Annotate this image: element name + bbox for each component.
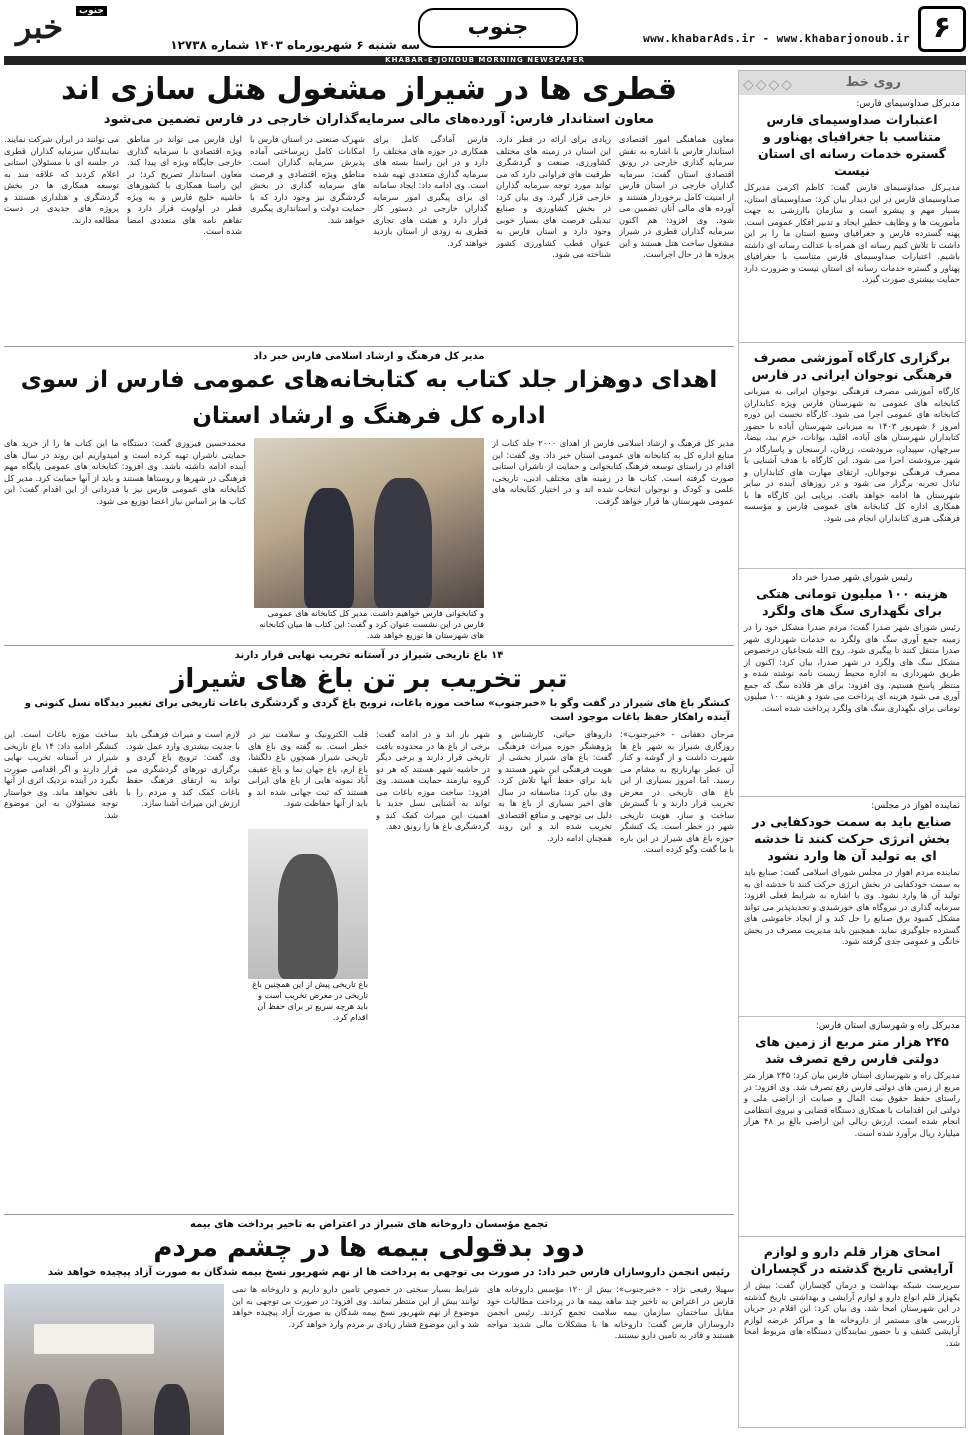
ceremony-photo: [254, 438, 484, 608]
article-column: شرایط بسیار سختی در خصوص تامین دارو داریم و داروخانه ها نمی توانند بیش از این منتظر بمانند. وی افزود: در صورت بی توجهی به این موضوع از نهم شهریور نسخ بیمه شدگان به صورت آزاد پیچیده خواهد شد و این موضوع فشار زیادی بر مردم وارد خواهد کرد.: [232, 1284, 479, 1329]
page-number: ۶: [918, 6, 966, 52]
sidebar-article: [739, 95, 965, 343]
article-title: صنایع باید به سمت خودکفایی در بخش انرژی حرکت کنند تا خدشه ای به تولید آن ها وارد نشود: [752, 814, 952, 863]
subheadline: معاون استاندار فارس: آورده‌های مالی سرمایه‌گذاران خارجی در فارس تضمین می‌شود: [103, 112, 654, 127]
portrait-photo: [248, 829, 368, 979]
headline: قطری ها در شیراز مشغول هتل سازی اند: [61, 72, 677, 107]
photo-caption: باغ تاریخی پیش از این همچنین باغ تاریخی در معرض تخریب است و باید هرچه سریع تر برای حفظ آن اقدام کرد.: [252, 979, 368, 1022]
article-body: نماینده مردم اهواز در مجلس شورای اسلامی گفت: صنایع باید به سمت خودکفایی در بخش انرژی حرکت کنند تا خدشه ای به تولید آن ها وارد نشود. وی با اشاره به شرایط فعلی افزود: سرمایه گذاری در نیروگاه های خورشیدی و تجدیدپذیر می تواند مشکل کمبود برق صنایع را حل کند و از ایجاد خاموشی های گسترده جلوگیری نماید. همچنین باید مدیریت مصرف در بخش خانگی و عمومی جدی گرفته شود.: [744, 867, 960, 946]
story-pharmacy-insurance: [4, 1219, 734, 1435]
article-column: لازم است و میراث فرهنگی باید با جدیت بیشتری وارد عمل شود. وی گفت: ترویج باغ گردی و برگزاری تورهای گردشگری می تواند به ارتقای فرهنگ حفظ باغات کمک کند و مردم را با ارزش این میراث آشنا سازد.: [126, 729, 240, 808]
section-title: جنوب: [418, 8, 578, 48]
logo-text: خبر: [16, 8, 64, 46]
sidebar-article: [739, 1017, 965, 1237]
article-column: مدیر کل فرهنگ و ارشاد اسلامی فارس از اهدای ۲۰۰۰ جلد کتاب از منابع اداره کل به کتابخانه های عمومی استان خبر داد. وی گفت: این اقدام در راستای توسعه فرهنگ کتابخوانی و حمایت از ناشران استانی صورت گرفته است. کتاب ها در زمینه های مختلف ادبی، تاریخی، علمی و کودک و نوجوان انتخاب شده اند و در اختیار کتابخانه های عمومی شهرستان ها قرار خواهد گرفت.: [492, 438, 734, 506]
sidebar-article: [739, 797, 965, 1017]
main-content: [4, 70, 734, 1435]
masthead: [0, 6, 970, 58]
person-figure-icon: [374, 478, 432, 608]
article-kicker: مدیرکل صداوسیمای فارس:: [856, 99, 960, 109]
story-photo-area: [4, 1284, 224, 1435]
article-kicker: مدیرکل راه و شهرسازی استان فارس:: [815, 1021, 960, 1031]
person-figure-icon: [278, 854, 338, 979]
article-column: ساخت موزه باغات است. این کنشگر ادامه داد: ۱۴ باغ تاریخی شیراز در آستانه تخریب نهایی قرار دارند و اگر اقدامی صورت نگیرد در آینده نزدیک اثری از آنها باقی نخواهد ماند. وی خواستار توجه مسئولان به این موضوع شد.: [4, 729, 118, 820]
article-kicker: رئیس شورای شهر صدرا خبر داد: [791, 573, 913, 583]
logo-subtext: جنوب: [76, 6, 107, 16]
site-urls[interactable]: www.khabarAds.ir - www.khabarjonoub.ir: [643, 32, 910, 45]
article-body: مدیرکل راه و شهرسازی استان فارس بیان کرد: ۲۴۵ هزار متر مربع از زمین های دولتی فارس رفع تصرف شد. وی افزود: در راستای حفظ حقوق بیت المال و صیانت از اراضی ملی و دولتی این اقدامات با همکاری دستگاه قضایی و نیروی انتظامی انجام شده است. ارزش ریالی این اراضی بالغ بر ۴۸ هزار میلیارد ریال برآورد شده است.: [744, 1070, 960, 1138]
story-photo-area: [248, 729, 368, 1199]
article-column: معاون هماهنگی امور اقتصادی استاندار فارس با اشاره به نقش سرمایه گذاری خارجی در رونق اقتصادی استان گفت: سرمایه گذاران خارجی در استان فارس از امنیت کامل برخوردار هستند و آورده های مالی آنان تضمین می شود. وی افزود: هم اکنون سرمایه گذاران قطری در شیراز مشغول ساخت هتل هستند و این پروژه ها در حال اجراست.: [619, 134, 734, 259]
article-title: ۲۴۵ هزار متر مربع از زمین های دولتی فارس رفع تصرف شد: [755, 1034, 949, 1066]
article-column: اول فارس می تواند در مناطق ویژه اقتصادی با سرمایه گذاری خارجی جایگاه ویژه ای پیدا کند. معاون استاندار تصریح کرد: در این راستا همکاری با کشورهای حاشیه خلیج فارس و به ویژه قطر در اولویت قرار دارد و تفاهم نامه های متعددی امضا شده است.: [127, 134, 242, 236]
subheadline: کنشگر باغ های شیراز در گفت وگو با «خبرجنوب» ساخت موزه باغات، ترویج باغ گردی و گردشگری باغات تاریخی برای تغییر دیدگاه نسل کنونی و آینده راهکار حفظ باغات موجود است: [24, 698, 730, 723]
article-column: سهیلا رفیعی نژاد - «خبرجنوب»: بیش از ۱۲۰ مؤسس داروخانه های فارس در اعتراض به تاخیر چند ماهه بیمه ها در پرداخت مطالبات خود مقابل ساختمان سازمان بیمه سلامت تجمع کردند. رئیس انجمن داروسازان فارس گفت: داروخانه ها با مشکلات مالی شدید مواجه هستند و قادر به تامین دارو نیستند.: [487, 1284, 734, 1340]
sidebar-header: [739, 71, 965, 95]
newspaper-logo: [6, 6, 110, 50]
article-column: می توانند در ایران شرکت نمایند. نمایندگان سرمایه گذاران قطری در جلسه ای با مسئولان استانی اعلام کردند که علاقه مند به توسعه همکاری ها در بخش گردشگری و هتلداری هستند و پروژه های جدیدی در دست مطالعه دارند.: [4, 134, 119, 225]
person-figure-icon: [24, 1384, 60, 1435]
article-column: شهر باز اند و در ادامه گفت: برخی از باغ ها در محدوده بافت تاریخی قرار دارند و برخی دیگر در حاشیه شهر هستند که هر دو گروه نیازمند حمایت هستند. وی افزود: ساخت موزه باغات می تواند به آشنایی نسل جدید با اهمیت این میراث کمک کند و گردشگری باغ ها را رونق دهد.: [376, 729, 490, 831]
sidebar-title: روی خط: [845, 75, 901, 90]
protest-photo: [4, 1284, 224, 1435]
article-column: محمدحسین فیروزی گفت: دستگاه ما این کتاب ها را از خرید های حمایتی ناشران تهیه کرده است و امیدواریم این روند در سال های آینده ادامه داشته باشد. وی افزود: کتابخانه های عمومی پایگاه مهم فرهنگی در شهرها و روستاها هستند و باید از آنها حمایت کرد. مدیر کل کتابخانه های عمومی فارس نیز با قدردانی از این اقدام گفت: این کتاب ها بر اساس نیاز اعضا توزیع می شود.: [4, 438, 246, 506]
headline: تبر تخریب بر تن باغ های شیراز: [170, 664, 568, 694]
article-column: زیادی برای ارائه در قطر دارد. این استان در زمینه های مختلف کشاورزی، صنعت و گردشگری ظرفیت های فراوانی دارد که می تواند مورد توجه سرمایه گذاران خارجی قرار گیرد. وی بیان کرد: در بخش کشاورزی و صنایع تبدیلی فرصت های بسیار خوبی وجود دارد و استان فارس به عنوان قطب کشاورزی کشور شناخته می شود.: [496, 134, 611, 259]
sidebar-article: [739, 569, 965, 797]
story-photo-area: [254, 438, 484, 668]
decorative-dots-icon: ◇◇◇◇: [743, 77, 795, 93]
sidebar-column: [738, 70, 966, 1428]
issue-date-line: سه شنبه ۶ شهریورماه ۱۴۰۳ شماره ۱۲۷۳۸: [170, 38, 420, 52]
kicker: ۱۴ باغ تاریخی شیراز در آستانه تخریب نهایی قرار دارند: [234, 650, 504, 661]
story-shiraz-gardens: [4, 650, 734, 1210]
sidebar-article: [739, 343, 965, 569]
article-title: هزینه ۱۰۰ میلیون تومانی هتکی برای نگهداری سگ های ولگرد: [756, 586, 948, 618]
photo-caption: و کتابخوانی فارس خواهیم داشت. مدیر کل کتابخانه های عمومی فارس در این نشست عنوان کرد و گفت: این کتاب ها میان کتابخانه های شهرستان ها توزیع خواهد شد.: [259, 608, 484, 640]
headline: دود بدقولی بیمه ها در چشم مردم: [153, 1233, 585, 1263]
article-column: شهرک صنعتی در استان فارس با امکانات کامل زیرساختی آماده پذیرش سرمایه گذاران است. مناطق ویژه اقتصادی و فرصت های سرمایه گذاری در بخش گردشگری نیز وجود دارد که با حمایت دولت و استانداری پیگیری خواهد شد.: [250, 134, 365, 225]
article-title: امحای هزار قلم دارو و لوازم آرایشی تاریخ گذشته در گچساران: [750, 1244, 954, 1276]
article-title: اعتبارات صداوسیمای فارس متناسب با جغرافیای پهناور و گستره خدمات رسانه ای استان نیست: [757, 112, 947, 178]
person-figure-icon: [154, 1384, 190, 1435]
article-body: کارگاه آموزشی مصرف فرهنگی نوجوان ایرانی به میزبانی کتابخانه های عمومی به شهرستان فارس ویژه کتابداران کتابخانه های عمومی اجرا می شود. کارگاه نخست این دوره امروز ۶ شهریور ۱۴۰۳ به میزبانی شهرستان آباده با حضور کتابداران شهرستان های آباده، اقلید، بوانات، خرم بید، بیضا، سرچهان، سپیدان، مرودشت، زرقان، ارسنجان و پاسارگاد در شهر مرودشت اجرا می شود. این کارگاه با هدف آشنایی با مصرف فرهنگی نوجوانان، ارتقای مهارت های کتابداران و تبادل تجربه برگزار می شود و در روزهای آینده در سایر شهرستان ها ادامه خواهد یافت. برپایی این کارگاه ها با همکاری اداره کل کتابخانه های عمومی فارس و مؤسسه فرهنگی هنری کتابداران انجام می شود.: [744, 386, 961, 523]
banner-icon: [34, 1324, 154, 1354]
article-column: داروهای حیاتی، کارشناس و پژوهشگر حوزه میراث فرهنگی گفت: باغ های شیراز بخشی از هویت فرهنگی این شهر هستند و باید برای حفظ آنها تلاش کرد. وی بیان کرد: متاسفانه در سال های اخیر بسیاری از باغ ها به دلیل بی توجهی و منافع اقتصادی تخریب شده اند و این روند همچنان ادامه دارد.: [498, 729, 612, 843]
article-body: رئیس شورای شهر صدرا گفت: مردم صدرا مشکل خود را در زمینه جمع آوری سگ های ولگرد به خدمات شهرداری شهر صدرا منتقل کنند تا پیگیری شود. روح الله شجاعیان درخصوص مشکل سگ های ولگرد در شهر صدرا، بیان کرد: اکنون از طریق شهرداری به اداره محیط زیست نامه نوشته شده و منتظر پاسخ هستیم. وی افزود: برای هر قلاده سگ که جمع آوری می شود هزینه ای پرداخت می شود و هزینه ۱۰۰ میلیون تومانی برای نگهداری سگ های ولگرد پرداخت شده است.: [744, 622, 961, 713]
divider: [4, 346, 734, 347]
person-figure-icon: [84, 1379, 122, 1435]
article-body: مدیـرکل صداوسیمای فارس گفت: کاظم اکرمی مدیرکل صداوسیمای فارس در این دیدار بیان کرد: صداوسیمای استان، بسیار مهم و پیشرو است و سازمان باارزشی به جهت مأموریت ها و وظایف خطیرِ ایجاد و تدبیر افکار عمومی است. پهنه گسترده فارس و جغرافیای وسیع استان ما را بر این داشت تا تلاش کنیم رسانه ای همراه با عدالت رسانه ای داشته باشیم. اعتبارات صداوسیمای فارس متناسب با جغرافیای پهناور و گستره خدمات رسانه ای استان نیست و ضرورت دارد حمایت بیشتری صورت گیرد.: [744, 182, 960, 284]
sidebar-article: [739, 1237, 965, 1427]
person-figure-icon: [304, 488, 354, 608]
divider: [4, 1214, 734, 1215]
article-column: فارس آمادگی کامل برای همکاری در حوزه های مختلف را دارد و در این راستا بسته های سرمایه گذاری متعددی تهیه شده است. وی ادامه داد: ایجاد سامانه ای برای پیگیری امور سرمایه گذاران خارجی در دستور کار قرار دارد و هیئت های تجاری قطری به زودی از استان بازدید خواهند کرد.: [373, 134, 488, 248]
article-title: برگزاری کارگاه آموزشی مصرف فرهنگی نوجوان ایرانی در فارس: [751, 350, 953, 382]
masthead-rule: [4, 56, 966, 65]
article-body: سرپرست شبکه بهداشت و درمان گچساران گفت: بیش از یکهزار قلم انواع دارو و لوازم آرایشی و بهداشتی تاریخ گذشته در این شهرستان امحا شد. وی بیان کرد: این اقلام در جریان بازرسی های مستمر از داروخانه ها و مراکز عرضه لوازم آرایشی کشف و با حضور نمایندگان دستگاه های مربوط امحا شد.: [744, 1280, 960, 1348]
story-hotel-qatar: [4, 70, 734, 342]
kicker: تجمع مؤسسان داروخانه های شیراز در اعتراض به تاخیر پرداخت های بیمه: [190, 1219, 548, 1230]
article-column: مرجان دهقانی - «خبرجنوب»: روزگاری شیراز به شهر باغ ها شهرت داشت و از گوشه و کنار آن عطر بهارنارنج به مشام می رسید. اما امروز بسیاری از این باغ های تاریخی در معرض تخریب قرار دارند و با گسترش ساخت و ساز، هویت تاریخی شهر در خطر است. یک کنشگر حوزه باغ های شیراز در این باره با ما گفت وگو کرده است.: [620, 729, 734, 854]
subheadline: رئیس انجمن داروسازان فارس خبر داد: در صورت بی توجهی به پرداخت ها از نهم شهریور نسخ بیمه شدگان به صورت آزاد پیچیده خواهد شد: [47, 1267, 730, 1278]
article-kicker: نماینده اهواز در مجلس:: [871, 801, 960, 811]
kicker: مدیر کل فرهنگ و ارشاد اسلامی فارس خبر داد: [253, 351, 485, 362]
story-book-donation: [4, 351, 734, 641]
english-name: KHABAR-E-JONOUB MORNING NEWSPAPER: [385, 56, 585, 64]
article-column: قلب الکترونیک و سلامت نیز در خطر است. به گفته وی باغ های تاریخی شیراز همچون باغ دلگشا، باغ ارم، باغ جهان نما و باغ عفیف آباد نمونه هایی از باغ های ایرانی هستند که ثبت جهانی شده اند و باید از آنها حفاظت شود.: [248, 729, 368, 808]
headline: اهدای دوهزار جلد کتاب به کتابخانه‌های عمومی فارس از سوی اداره کل فرهنگ و ارشاد استان: [20, 367, 718, 429]
